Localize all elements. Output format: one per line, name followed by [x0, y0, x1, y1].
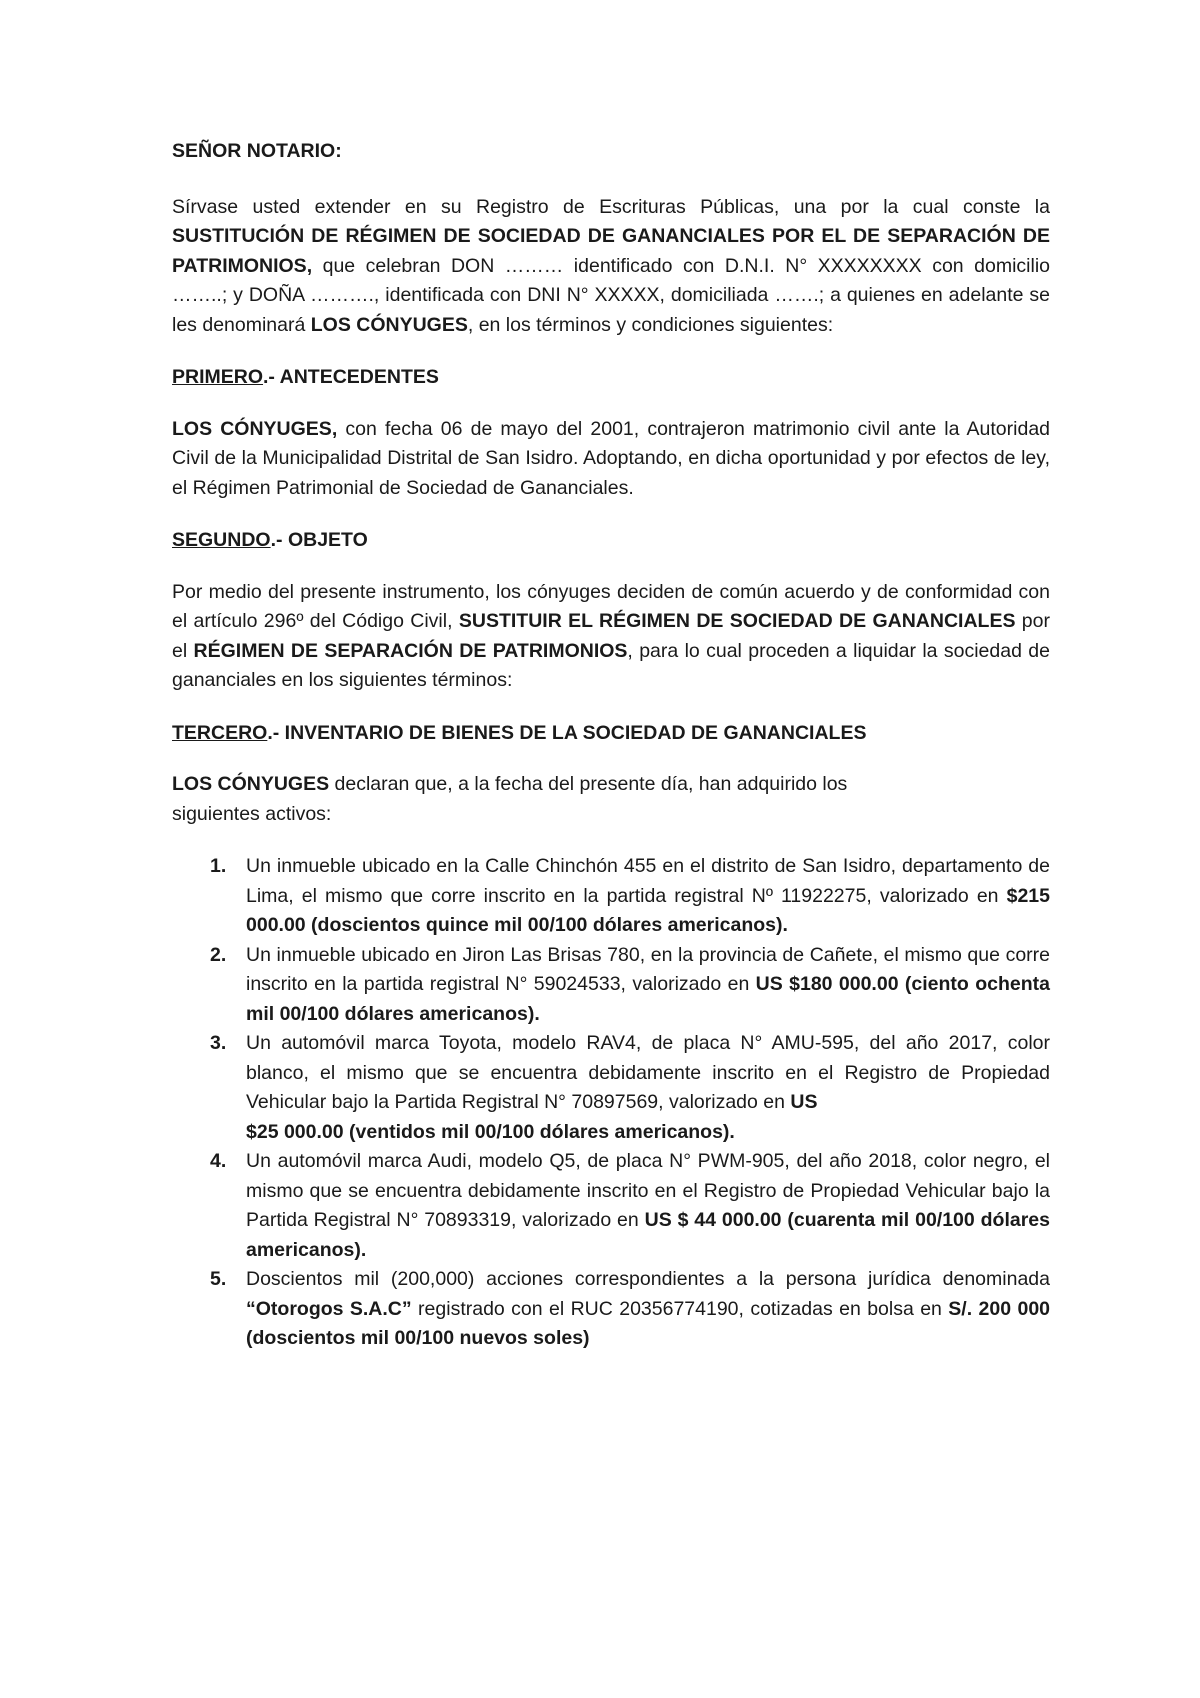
- clause-primero-paragraph: LOS CÓNYUGES, con fecha 06 de mayo del 2001, contrajeron matrimonio civil ante la Autoridad Civil de la Municipalidad Distrital de San Isidro. Adoptando, en dicha oportunidad y por efectos de ley, el Régimen Patrimonial de Sociedad de Gananciales.: [172, 417, 1051, 499]
- document-page: [172, 137, 1050, 1354]
- list-item: 4. Un automóvil marca Audi, modelo Q5, de placa N° PWM-905, del año 2018, color negro, el mismo que se encuentra debidamente inscrito en el Registro de Propiedad Vehicular bajo la Partida Registral N° 70893319, valorizado en US $ 44 000.00 (cuarenta mil 00/100 dólares americanos).: [210, 1150, 1050, 1261]
- intro-paragraph: Sírvase usted extender en su Registro de Escrituras Públicas, una por la cual conste la SUSTITUCIÓN DE RÉGIMEN DE SOCIEDAD DE GANANCIALES POR EL DE SEPARACIÓN DE PATRIMONIOS, que celebran DON ……… identificado con D.N.I. N° XXXXXXXX con domicilio ……..; y DOÑA ………., identificada con DNI N° XXXXX, domiciliada …….; a quienes en adelante se les denominará LOS CÓNYUGES, en los términos y condiciones siguientes:: [172, 195, 1050, 336]
- clause-tercero-paragraph: LOS CÓNYUGES declaran que, a la fecha del presente día, han adquirido los siguientes activos:: [172, 773, 848, 825]
- list-item: 5. Doscientos mil (200,000) acciones correspondientes a la persona jurídica denominada “Otorogos S.A.C” registrado con el RUC 20356774190, cotizadas en bolsa en S/. 200 000 (doscientos mil 00/100 nuevos soles): [210, 1268, 1051, 1349]
- asset-list: [172, 852, 1050, 1354]
- clause-segundo-paragraph: Por medio del presente instrumento, los cónyuges deciden de común acuerdo y de conformidad con el artículo 296º del Código Civil, SUSTITUIR EL RÉGIMEN DE SOCIEDAD DE GANANCIALES por el RÉGIMEN DE SEPARACIÓN DE PATRIMONIOS, para lo cual proceden a liquidar la sociedad de gananciales en los siguientes términos:: [172, 580, 1050, 691]
- list-item: 1. Un inmueble ubicado en la Calle Chinchón 455 en el distrito de San Isidro, departamento de Lima, el mismo que corre inscrito en la partida registral Nº 11922275, valorizado en $215 000.00 (doscientos quince mil 00/100 dólares americanos).: [210, 855, 1050, 936]
- clause-heading-tercero: TERCERO.- INVENTARIO DE BIENES DE LA SOCIEDAD DE GANANCIALES: [172, 721, 867, 744]
- clause-heading-segundo: SEGUNDO.- OBJETO: [172, 529, 368, 551]
- list-item: 2. Un inmueble ubicado en Jiron Las Brisas 780, en la provincia de Cañete, el mismo que corre inscrito en la partida registral N° 59024533, valorizado en US $180 000.00 (ciento ochenta mil 00/100 dólares americanos).: [210, 943, 1050, 1025]
- clause-heading-primero: PRIMERO.- ANTECEDENTES: [172, 366, 439, 388]
- document-title: SEÑOR NOTARIO:: [172, 140, 342, 162]
- list-item: 3. Un automóvil marca Toyota, modelo RAV4, de placa N° AMU-595, del año 2017, color blanco, el mismo que se encuentra debidamente inscrito en el Registro de Propiedad Vehicular bajo la Partida Registral N° 70897569, valorizado en US $25 000.00 (ventidos mil 00/100 dólares americanos).: [210, 1032, 1050, 1143]
